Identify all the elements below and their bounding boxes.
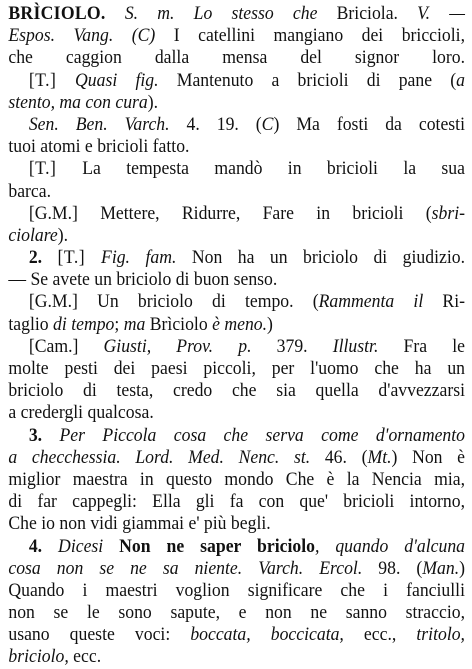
text-run: Brìciolo <box>145 313 213 335</box>
text-line <box>8 402 465 424</box>
text-line <box>8 25 465 47</box>
text-line <box>8 225 465 247</box>
text-run: miglior maestra in questo mondo Che è la Nencia mia, <box>8 468 466 490</box>
text-run: che caggion dalla mensa del signor loro. <box>8 47 466 69</box>
text-line <box>8 425 465 447</box>
text-run: , quando d'alcuna <box>314 535 466 557</box>
text-line <box>8 513 465 535</box>
text-run: tuoi atomi e bricioli fatto. <box>8 136 190 158</box>
text-line <box>8 181 465 203</box>
text-run: Ri- <box>423 291 466 313</box>
text-run: ). <box>147 91 159 113</box>
text-line <box>8 646 465 668</box>
text-run: Mettere, Ridurre, Fare in bricioli ( <box>100 202 432 224</box>
text-line <box>8 291 465 313</box>
text-run: ) <box>459 557 465 579</box>
text-run: Man. <box>422 557 460 579</box>
text-line <box>8 247 465 269</box>
text-line <box>8 269 465 291</box>
text-line <box>8 336 465 358</box>
text-run: Mt. <box>367 446 392 468</box>
text-run: Rammenta il <box>318 291 424 313</box>
text-run: ; <box>114 313 124 335</box>
text-run: Quasi fig. <box>75 69 159 91</box>
text-run: 379. <box>251 335 333 357</box>
text-run: [T.] <box>28 69 76 91</box>
text-run: non se le sono sapute, e non ne sanno straccio, <box>8 602 466 624</box>
text-run: — Se avete un briciolo di buon senso. <box>8 269 278 291</box>
text-run: S. m. Lo stesso che <box>105 3 337 24</box>
text-run: briciolo di testa, credo che sia quella d'avvezzarsi <box>8 380 466 402</box>
text-run: barca. <box>8 180 52 202</box>
text-run: ) Non è <box>391 446 466 468</box>
text-run: Espos. Vang. (C) <box>8 25 156 47</box>
text-line <box>8 536 465 558</box>
text-run: Quando i maestri voglion significare che i fanciulli <box>8 579 466 601</box>
text-run: a checchessia. Lord. Med. Nenc. st. <box>8 446 311 468</box>
text-run: cosa non se ne sa niente. Varch. Ercol. <box>8 557 363 579</box>
text-run: Che io non vidi giammai e' più begli. <box>8 513 271 535</box>
text-run: sbri- <box>431 202 465 224</box>
text-run: usano queste voci: <box>8 624 191 646</box>
text-line <box>8 624 465 646</box>
text-line <box>8 558 465 580</box>
text-line <box>8 491 465 513</box>
text-run: a <box>456 69 466 91</box>
text-line <box>8 47 465 69</box>
text-run: ciolare <box>8 224 58 246</box>
text-run: Fra le <box>378 335 465 357</box>
text-run: di far cappegli: Ella gli fa con que' bricioli intorno, <box>8 491 466 513</box>
text-run: Fig. fam. <box>101 247 177 269</box>
text-line <box>8 469 465 491</box>
text-run: La tempesta mandò in bricioli la sua <box>82 158 465 180</box>
text-run: ) Ma fosti da cotesti <box>273 113 465 135</box>
text-run: Mantenuto a bricioli di pane ( <box>158 69 457 91</box>
text-run: [G.M.] Un briciolo di tempo. ( <box>28 291 319 313</box>
text-run: 4. <box>28 535 59 557</box>
text-run: taglio <box>8 313 54 335</box>
text-run: Non ne saper briciolo <box>119 535 315 557</box>
text-run: di tempo <box>53 313 115 335</box>
text-line <box>8 136 465 158</box>
text-run: ecc., <box>343 624 417 646</box>
text-run: V. — <box>417 3 465 24</box>
text-line <box>8 114 465 136</box>
text-run: stento, ma con cura <box>8 91 148 113</box>
headword: BRÌCIOLO. <box>8 3 106 24</box>
text-line <box>8 447 465 469</box>
text-run: boccata, boccicata, <box>190 624 344 646</box>
text-run: 4. 19. ( <box>169 113 262 135</box>
text-run: 3. <box>28 424 60 446</box>
text-run: Briciola. <box>336 3 418 24</box>
text-line <box>8 158 465 180</box>
text-run: ma <box>123 313 146 335</box>
dictionary-entry-briciolo <box>8 3 465 669</box>
text-run: ). <box>57 224 69 246</box>
text-run: 98. ( <box>362 557 423 579</box>
text-line <box>8 602 465 624</box>
text-line <box>8 380 465 402</box>
text-run: Sen. Ben. Varch. <box>28 113 170 135</box>
text-run: 2. <box>28 247 58 269</box>
text-run: C <box>261 113 274 135</box>
text-run: ecc. <box>68 646 102 668</box>
text-run: I catellini mangiano dei briccioli, <box>155 25 465 47</box>
text-run: Per Piccola cosa che serva come d'ornamento <box>59 424 466 446</box>
text-run: [T.] <box>28 158 83 180</box>
text-line <box>8 314 465 336</box>
text-run: a credergli qualcosa. <box>8 402 154 424</box>
text-run: Giusti, Prov. p. <box>103 335 252 357</box>
text-run: Non ha un briciolo di giudizio. <box>176 247 465 269</box>
text-run: Illustr. <box>332 335 379 357</box>
text-run: [T.] <box>57 247 102 269</box>
text-run: [Cam.] <box>28 335 104 357</box>
text-line <box>8 92 465 114</box>
text-run: molte pesti dei paesi piccoli, per l'uomo che ha un <box>8 358 466 379</box>
text-line <box>8 3 465 25</box>
text-line <box>8 70 465 92</box>
text-run: Dicesi <box>58 535 120 557</box>
text-run: briciolo, <box>8 646 69 668</box>
text-line <box>8 203 465 225</box>
text-run: è meno. <box>212 313 268 335</box>
text-run: 46. ( <box>310 446 368 468</box>
text-run: ) <box>267 313 273 335</box>
text-line <box>8 358 465 380</box>
text-run: tritolo, <box>416 624 465 646</box>
text-run: [G.M.] <box>28 202 101 224</box>
text-line <box>8 580 465 602</box>
